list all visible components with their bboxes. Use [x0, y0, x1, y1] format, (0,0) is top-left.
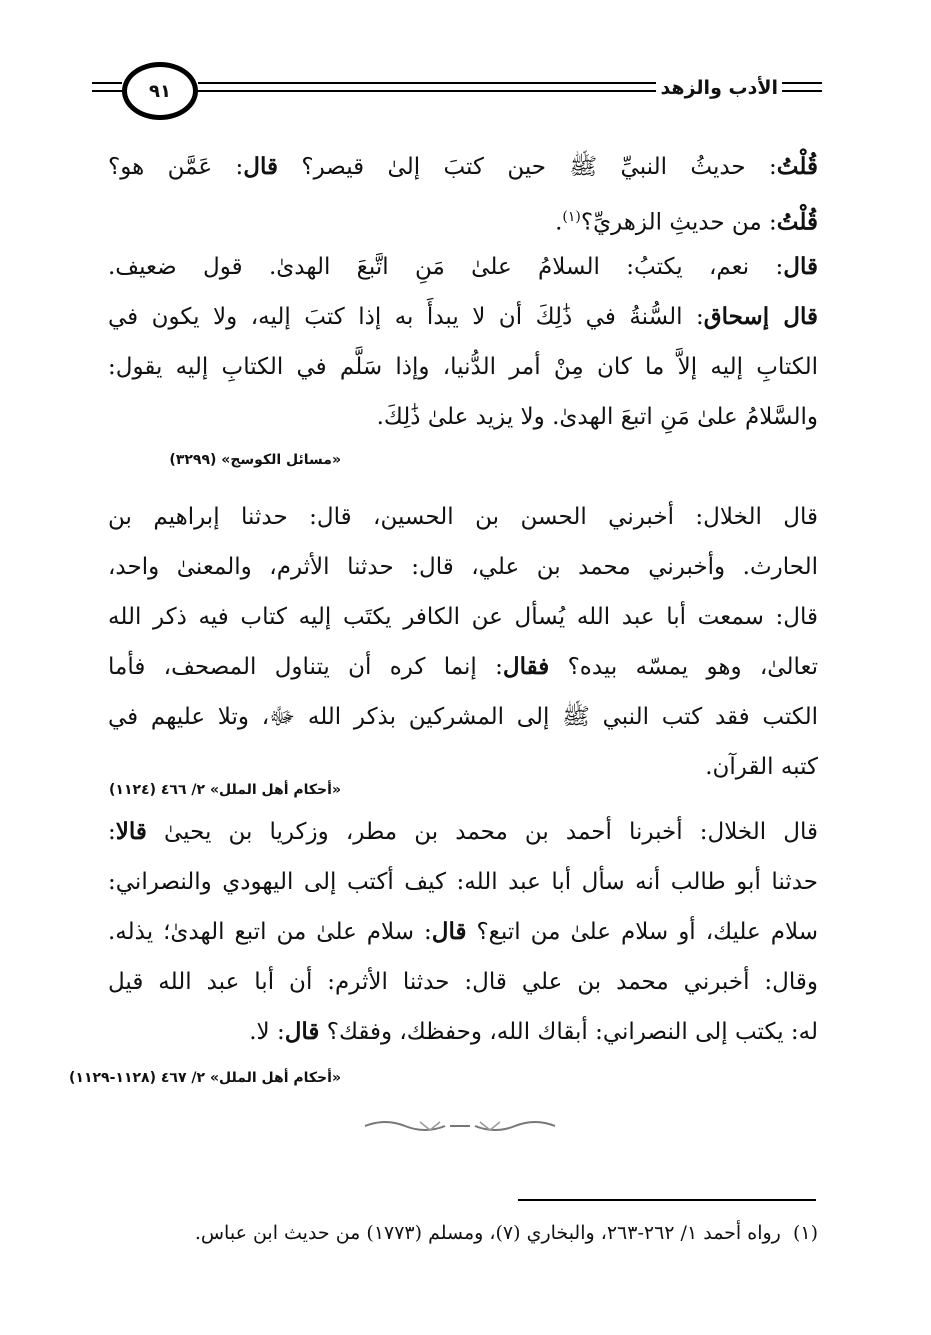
header-rule-left-top: [92, 82, 122, 84]
keyword: قال إسحاق: [703, 303, 818, 330]
header-title: الأدب والزهد: [656, 77, 782, 99]
footnote-text: رواه أحمد ١/ ٢٦٢-٢٦٣، والبخاري (٧)، ومسلم (١٧٧٣) من حديث ابن عباس.: [194, 1222, 781, 1244]
keyword: فقال: [502, 653, 550, 680]
page-number-frame: [122, 62, 198, 120]
block2-line3: قال: سمعت أبا عبد الله يُسأل عن الكافر يكتَب إليه كتاب فيه ذكر الله: [108, 604, 818, 630]
block3-line3: [108, 915, 818, 949]
keyword: قُلْتُ: [776, 208, 818, 236]
footnote-reference[interactable]: (١): [562, 209, 581, 225]
block2-line6: كتبه القرآن.: [705, 754, 818, 780]
source-citation: «أحكام أهل الملل» ٢/ ٤٦٧ (١١٢٨-١١٢٩): [69, 1070, 341, 1086]
text-run: له: يكتب إلى النصراني: أبقاك الله، وحفظك، وفقك؟: [319, 1019, 818, 1045]
block2-line4: [108, 650, 818, 684]
text-run: : نعم، يكتبُ: السلامُ علىٰ مَنِ اتَّبعَ الهدىٰ. قول ضعيف.: [108, 254, 784, 280]
text-run: سلام عليك، أو سلام علىٰ من اتبع؟: [466, 919, 819, 945]
text-run: .: [555, 209, 563, 236]
block1-line5: الكتابِ إليه إلاَّ ما كان مِنْ أمر الدُّنيا، وإذا سَلَّم في الكتابِ إليه يقول:: [108, 354, 818, 380]
page-header: [92, 62, 822, 122]
page-number: ٩١: [149, 80, 171, 102]
keyword: قال: [431, 918, 467, 945]
block3-line1: [108, 815, 818, 849]
text-run: تعالىٰ، وهو يمسّه بيده؟: [549, 654, 818, 680]
text-run: : السُّنةُ في ذَٰلِكَ أن لا يبدأَ به إذا كتبَ إليه، ولا يكون في: [108, 304, 704, 330]
text-run: : إنما كره أن يتناول المصحف، فأما: [108, 654, 503, 680]
text-run: : سلام علىٰ من اتبع الهدىٰ؛ يذله.: [108, 919, 432, 945]
block3-line2: حدثنا أبو طالب أنه سأل أبا عبد الله: كيف أكتب إلى اليهودي والنصراني:: [108, 869, 818, 895]
source-citation: «أحكام أهل الملل» ٢/ ٤٦٦ (١١٢٤): [109, 782, 341, 798]
block1-line1: [108, 150, 818, 184]
text-run: : حديثُ النبيِّ ﷺ حين كتبَ إلىٰ قيصر؟: [277, 154, 777, 180]
header-rule-left-bottom: [92, 90, 122, 92]
block3-line5: [108, 1015, 818, 1049]
footnote: [195, 1222, 818, 1244]
text-run: : عَمَّن هو؟: [108, 154, 244, 180]
block1-line2: [108, 200, 818, 240]
keyword: قُلْتُ: [776, 153, 818, 180]
text-run: : من حديثِ الزهريِّ؟: [580, 209, 777, 236]
block1-line4: [108, 300, 818, 334]
text-run: قال الخلال: أخبرنا أحمد بن محمد بن مطر، وزكريا بن يحيىٰ: [146, 819, 818, 845]
keyword: قالا: [115, 818, 147, 845]
keyword: قال: [284, 1018, 320, 1045]
block3-line4: وقال: أخبرني محمد بن علي قال: حدثنا الأثرم: أن أبا عبد الله قيل: [108, 969, 818, 995]
block2-line2: الحارث. وأخبرني محمد بن علي، قال: حدثنا الأثرم، والمعنىٰ واحد،: [108, 554, 818, 580]
text-run: : لا.: [249, 1019, 285, 1045]
section-divider-ornament: [360, 1118, 560, 1134]
keyword: قال: [783, 253, 818, 280]
footnote-number: (١): [792, 1222, 818, 1244]
block2-line5: الكتب فقد كتب النبي ﷺ إلى المشركين بذكر الله ﷻ، وتلا عليهم في: [108, 704, 818, 730]
keyword: قال: [243, 153, 278, 180]
block2-line1: قال الخلال: أخبرني الحسن بن الحسين، قال: حدثنا إبراهيم بن: [108, 504, 818, 530]
block1-line3: [108, 250, 818, 284]
source-citation: «مسائل الكوسج» (٣٢٩٩): [169, 452, 341, 468]
block1-line6: والسَّلامُ علىٰ مَنِ اتبعَ الهدىٰ. ولا يزيد علىٰ ذَٰلِكَ.: [376, 404, 818, 430]
text-run: :: [108, 819, 116, 845]
footnote-separator: [518, 1199, 816, 1201]
